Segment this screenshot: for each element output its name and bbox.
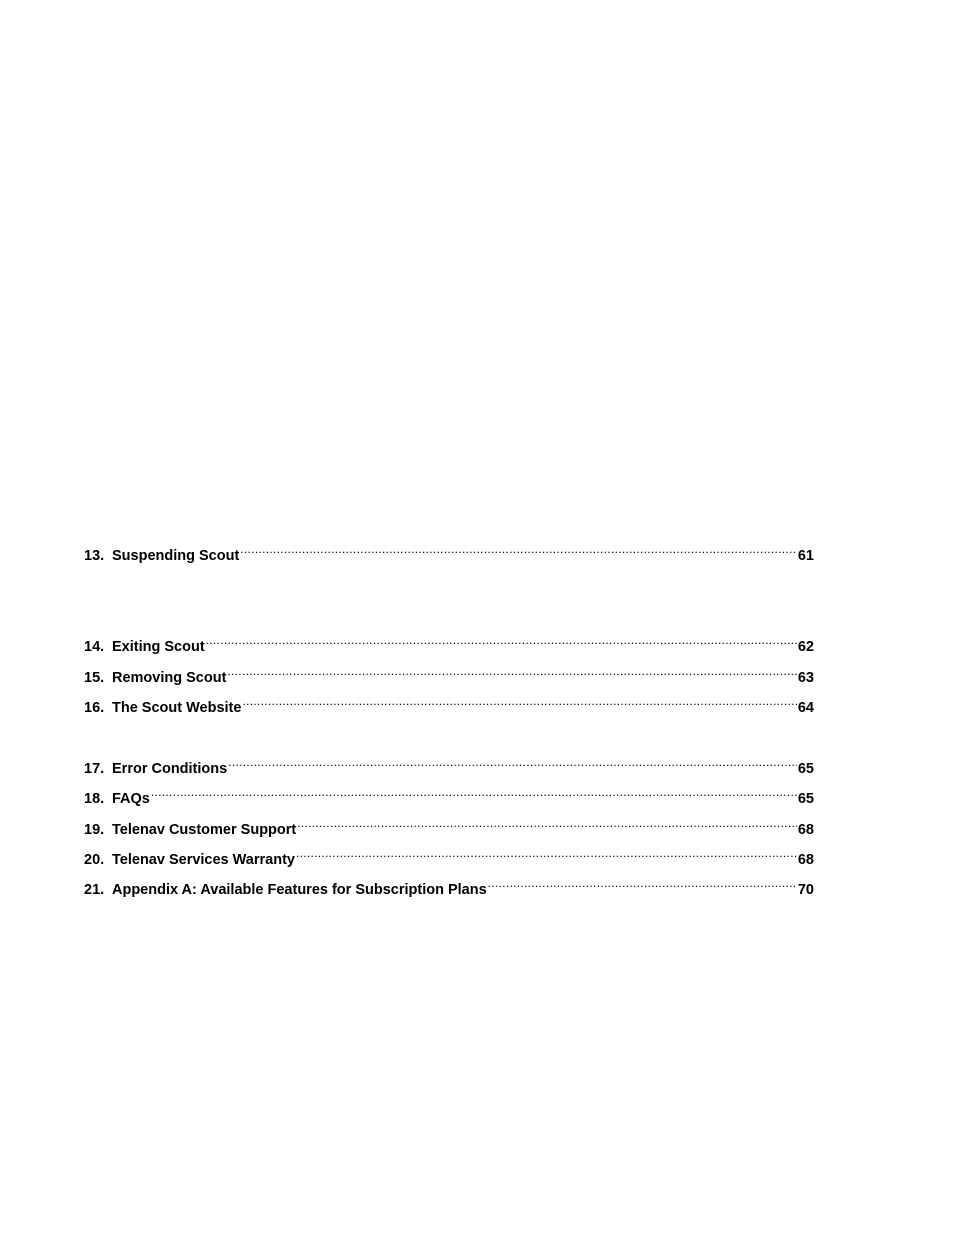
toc-entry-faqs[interactable] xyxy=(84,781,814,807)
toc-entry-number: 18. xyxy=(84,791,105,807)
toc-entry-page: 62 xyxy=(797,639,814,655)
toc-entry-title: FAQs xyxy=(112,791,150,807)
toc-dot-leader xyxy=(151,781,797,803)
toc-dot-leader xyxy=(242,690,796,712)
toc-entry-scout-website[interactable] xyxy=(84,690,814,716)
toc-entry-exiting-scout[interactable] xyxy=(84,629,814,655)
toc-entry-title: Error Conditions xyxy=(112,761,228,777)
toc-entry-title: Exiting Scout xyxy=(112,639,205,655)
toc-entry-title: Telenav Services Warranty xyxy=(112,852,295,868)
toc-entry-title: Appendix A: Available Features for Subscription Plans xyxy=(112,882,487,898)
toc-dot-leader xyxy=(206,629,797,651)
toc-entry-title: Removing Scout xyxy=(112,670,227,686)
toc-entry-page: 68 xyxy=(797,822,814,838)
toc-entry-page: 65 xyxy=(797,761,814,777)
toc-dot-leader xyxy=(240,538,797,560)
toc-entry-page: 70 xyxy=(797,882,814,898)
toc-dot-leader xyxy=(227,660,796,682)
toc-entry-number: 13. xyxy=(84,548,105,564)
toc-entry-customer-support[interactable] xyxy=(84,812,814,838)
toc-entry-services-warranty[interactable] xyxy=(84,842,814,868)
toc-dot-leader xyxy=(228,751,797,773)
toc-entry-removing-scout[interactable] xyxy=(84,660,814,686)
toc-dot-leader xyxy=(297,812,797,834)
toc-entry-number: 21. xyxy=(84,882,105,898)
toc-entry-error-conditions[interactable] xyxy=(84,751,814,777)
toc-entry-page: 63 xyxy=(797,670,814,686)
toc-dot-leader xyxy=(296,842,797,864)
toc-entry-title: Suspending Scout xyxy=(112,548,240,564)
toc-entry-number: 15. xyxy=(84,670,105,686)
toc-entry-page: 65 xyxy=(797,791,814,807)
toc-entry-title: Telenav Customer Support xyxy=(112,822,297,838)
toc-entry-page: 68 xyxy=(797,852,814,868)
toc-entry-title: The Scout Website xyxy=(112,700,242,716)
toc-entry-page: 61 xyxy=(797,548,814,564)
toc-entry-number: 17. xyxy=(84,761,105,777)
toc-entry-number: 19. xyxy=(84,822,105,838)
toc-dot-leader xyxy=(488,872,797,894)
toc-entry-suspending-scout[interactable] xyxy=(84,538,814,564)
toc-entry-number: 14. xyxy=(84,639,105,655)
toc-entry-appendix-a[interactable] xyxy=(84,872,814,898)
toc-entry-number: 16. xyxy=(84,700,105,716)
toc-entry-number: 20. xyxy=(84,852,105,868)
toc-entry-page: 64 xyxy=(797,700,814,716)
